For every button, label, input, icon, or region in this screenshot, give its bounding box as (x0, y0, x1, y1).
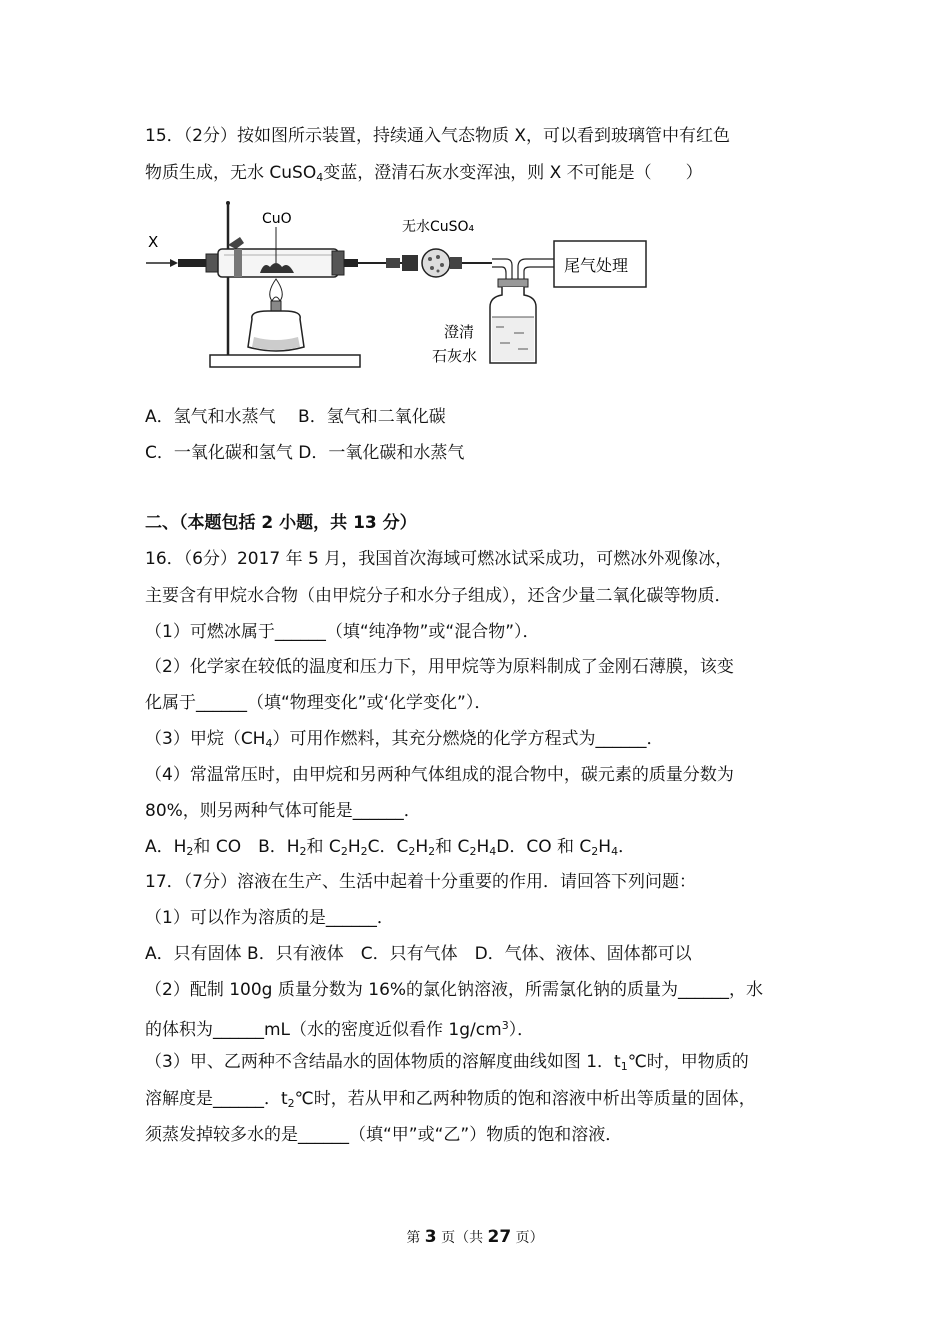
q15-options-ab: A．氢气和水蒸气 B．氢气和二氧化碳 (145, 407, 446, 427)
q16-part3: （3）甲烷$(CH_4)$可用作燃料，其充分燃烧的化学方程式为______． (145, 729, 664, 750)
q16-part4-line1: （4）常温常压时，由甲烷和另两种气体组成的混合物中，碳元素的质量分数为 (145, 765, 734, 785)
cuso4-label: 无水CuSO₄ (402, 219, 475, 235)
q15-stem-line2: 物质生成，无水 CuSO$_4$变蓝，澄清石灰水变浑浊，则 X 不可能是（ ） (145, 163, 703, 184)
cuo-label: CuO (262, 211, 292, 227)
q17-part3-line1: （3）甲、乙两种不含结晶水的固体物质的溶解度曲线如图 1．$t_1℃$时，甲物质的 (145, 1052, 749, 1073)
page-number: 3 (424, 1227, 437, 1247)
x-gas-label: X (148, 233, 159, 251)
page-footer: 第 3 页（共 27 页） (406, 1227, 544, 1247)
apparatus-diagram (140, 197, 660, 382)
q16-part2-line2: 化属于______（填“物理变化”或‘化学变化”）． (145, 693, 492, 713)
q16-stem-line1: 16．（6分）2017 年 5 月，我国首次海域可燃冰试采成功，可燃冰外观像冰， (145, 549, 733, 569)
flame (270, 279, 283, 301)
q16-stem-line2: 主要含有甲烷水合物（由甲烷分子和水分子组成），还含少量二氧化碳等物质． (145, 586, 732, 606)
stand-base (210, 355, 360, 367)
q17-part1-options: A．只有固体 B．只有液体 C．只有气体 D．气体、液体、固体都可以 (145, 944, 692, 964)
q17-part2-line2: 的体积为______mL（水的密度近似看作 $1g/cm^3$）． (145, 1019, 535, 1040)
q15-stem-line1: 15．（2分）按如图所示装置，持续通入气态物质 X，可以看到玻璃管中有红色 (145, 126, 730, 146)
q17-part2-line1: （2）配制 100g 质量分数为 16%的氯化钠溶液，所需氯化钠的质量为______，水 (145, 980, 764, 1000)
lime-water-label-1: 澄清 (444, 323, 475, 341)
q16-part4-line2: 80%，则另两种气体可能是______． (145, 801, 421, 821)
lime-water-label-2: 石灰水 (432, 347, 478, 365)
q15-options-cd: C．一氧化碳和氢气 D．一氧化碳和水蒸气 (145, 443, 465, 463)
q17-part1: （1）可以作为溶质的是______． (145, 908, 394, 928)
q16-part4-options: A．$H_2$和 CO B．$H_2$和 $C_2H_2C$．$C_2H_2$和 $C_2H_4D$．CO 和 $C_2H_4$． (145, 837, 636, 858)
q17-part3-line2: 溶解度是______．$t_2℃$时，若从甲和乙两种物质的饱和溶液中析出等质量的固体， (145, 1089, 756, 1110)
cuso4-bulb (422, 249, 450, 277)
q17-part3-line3: 须蒸发掉较多水的是______（填“甲”或“乙”）物质的饱和溶液． (145, 1125, 623, 1145)
q16-part2-line1: （2）化学家在较低的温度和压力下，用甲烷等为原料制成了金刚石薄膜，该变 (145, 657, 734, 677)
tail-gas-label: 尾气处理 (564, 256, 629, 275)
q16-part1: （1）可燃冰属于______（填“纯净物”或“混合物”）． (145, 622, 540, 642)
section-heading: 二、（本题包括 2 小题，共 13 分） (145, 513, 417, 533)
page-total: 27 (487, 1227, 512, 1247)
q17-stem: 17．（7分）溶液在生产、生活中起着十分重要的作用．请回答下列问题： (145, 872, 696, 892)
